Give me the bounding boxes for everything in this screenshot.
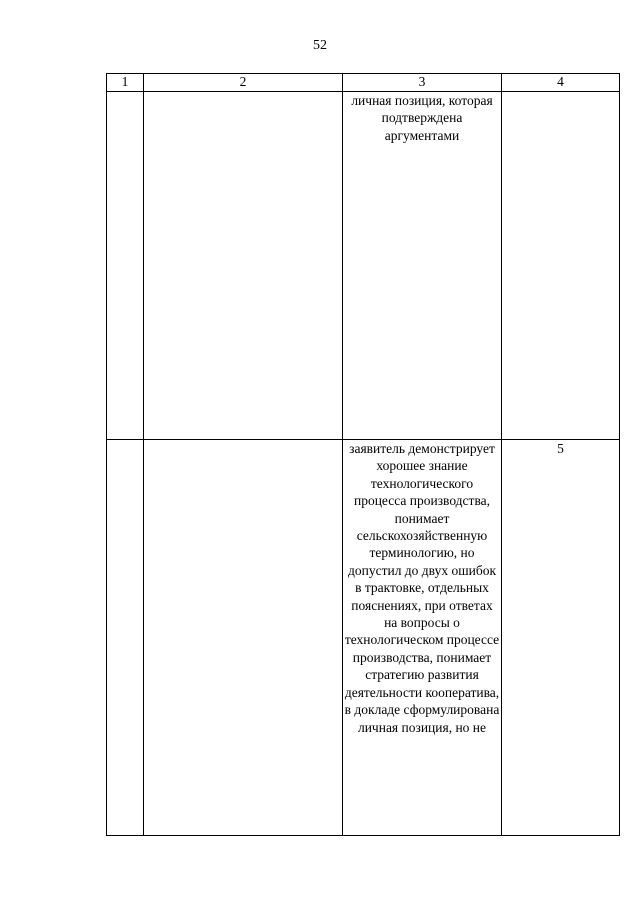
- header-cell-1: 1: [107, 74, 144, 92]
- table-row: [107, 440, 620, 836]
- table-cell-col2: [144, 92, 343, 440]
- header-cell-4: 4: [502, 74, 620, 92]
- table-cell-description: заявитель демонстрирует хорошее знание технологического процесса производства, понимает сельскохозяйственную терминологию, но допустил до двух ошибок в трактовке, отдельных пояснениях, при ответах на вопросы о технологическом процессе производства, понимает стратегию развития деятельности кооператива, в докладе сформулирована личная позиция, но не: [343, 440, 502, 836]
- header-cell-3: 3: [343, 74, 502, 92]
- page-number: 52: [313, 38, 327, 53]
- table-header-row: [107, 74, 620, 92]
- table-cell-score: 5: [502, 440, 620, 836]
- table-cell-score: [502, 92, 620, 440]
- table-cell-col1: [107, 440, 144, 836]
- table-cell-description: личная позиция, которая подтверждена аргументами: [343, 92, 502, 440]
- table-cell-col2: [144, 440, 343, 836]
- header-cell-2: 2: [144, 74, 343, 92]
- criteria-table: [106, 73, 620, 836]
- table-cell-col1: [107, 92, 144, 440]
- table-row: [107, 92, 620, 440]
